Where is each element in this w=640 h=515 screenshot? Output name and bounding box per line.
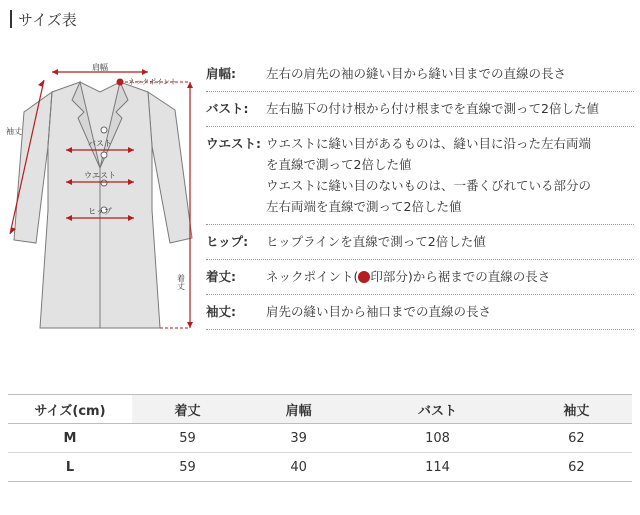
label-bust: バスト [88, 139, 112, 148]
desc-bust: 左右脇下の付け根から付け根までを直線で測って2倍した値 [266, 101, 599, 116]
label-sleeve: 袖丈 [6, 127, 22, 136]
coat-illustration [14, 82, 192, 328]
label-hip: ヒップ [88, 207, 112, 216]
cell-length: 59 [132, 424, 243, 453]
neck-point-dot-icon [358, 271, 370, 283]
definition-shoulder [206, 57, 634, 92]
size-table-header-row [8, 395, 632, 424]
definition-waist [206, 127, 634, 225]
label-shoulder: 肩幅 [92, 63, 108, 72]
coat-measurement-diagram [0, 48, 205, 348]
header-shoulder: 肩幅 [243, 395, 354, 424]
term-waist: ウエスト: [206, 136, 261, 151]
heading-bar [10, 10, 12, 28]
measurement-definitions [206, 57, 634, 330]
cell-shoulder: 39 [243, 424, 354, 453]
definition-bust [206, 92, 634, 127]
term-shoulder: 肩幅: [206, 66, 236, 81]
cell-shoulder: 40 [243, 453, 354, 482]
label-neck-point: ネックポイント [128, 78, 177, 86]
desc-length-after: 印部分)から裾までの直線の長さ [370, 269, 551, 284]
desc-length-before: ネックポイント( [266, 269, 359, 284]
desc-shoulder: 左右の肩先の袖の縫い目から縫い目までの直線の長さ [266, 66, 567, 81]
desc-waist-line-2: を直線で測って2倍した値 [266, 157, 412, 172]
cell-bust: 114 [354, 453, 521, 482]
desc-waist-line-4: 左右両端を直線で測って2倍した値 [266, 199, 462, 214]
term-sleeve: 袖丈: [206, 304, 236, 319]
cell-length: 59 [132, 453, 243, 482]
desc-waist-line-3: ウエストに縫い目のないものは、一番くびれている部分の [266, 178, 592, 193]
size-table [8, 394, 632, 482]
table-row [8, 424, 632, 453]
page-heading [10, 8, 77, 30]
header-bust: バスト [354, 395, 521, 424]
desc-waist-line-1: ウエストに縫い目があるものは、縫い目に沿った左右両端 [266, 136, 592, 151]
definition-length [206, 260, 634, 295]
page-title: サイズ表 [18, 10, 77, 29]
header-length: 着丈 [132, 395, 243, 424]
shoulder-measure [52, 62, 148, 75]
term-hip: ヒップ: [206, 234, 249, 249]
label-waist: ウエスト [84, 171, 116, 180]
definition-sleeve [206, 295, 634, 330]
term-bust: バスト: [206, 101, 249, 116]
size-label: M [8, 424, 132, 453]
term-length: 着丈: [206, 269, 236, 284]
definition-hip [206, 225, 634, 260]
header-size: サイズ(cm) [8, 395, 132, 424]
desc-sleeve: 肩先の縫い目から袖口までの直線の長さ [266, 304, 492, 319]
table-row [8, 453, 632, 482]
size-label: L [8, 453, 132, 482]
cell-bust: 108 [354, 424, 521, 453]
cell-sleeve: 62 [521, 424, 632, 453]
desc-hip: ヒップラインを直線で測って2倍した値 [266, 234, 486, 249]
cell-sleeve: 62 [521, 453, 632, 482]
label-length: 着丈 [176, 274, 186, 290]
header-sleeve: 袖丈 [521, 395, 632, 424]
